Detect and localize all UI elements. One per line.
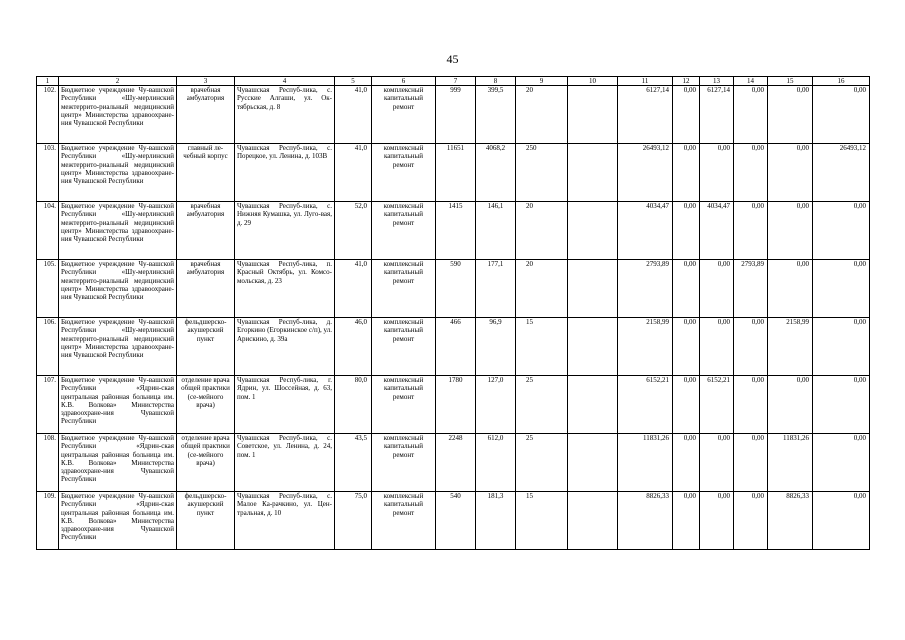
col5-cell: 41,0 [335, 260, 372, 318]
address-cell: Чувашская Респуб-лика, с. Малое Ка-рачкино, ул. Цен-тральная, д. 10 [235, 492, 335, 550]
col16-cell: 0,00 [813, 202, 870, 260]
col5-cell: 75,0 [335, 492, 372, 550]
col14-cell: 0,00 [734, 144, 768, 202]
page-number: 45 [446, 52, 459, 66]
col8-cell: 399,5 [476, 86, 516, 144]
col7-cell: 466 [436, 318, 476, 376]
col-header: 12 [673, 77, 700, 86]
col13-cell: 0,00 [700, 260, 734, 318]
col-header: 7 [436, 77, 476, 86]
col5-cell: 46,0 [335, 318, 372, 376]
table-row [37, 144, 870, 202]
facility-type-cell: врачебная амбулатория [177, 260, 235, 318]
col9-cell: 250 [516, 144, 568, 202]
col10-cell [568, 318, 618, 376]
col-header: 15 [768, 77, 813, 86]
col8-cell: 96,9 [476, 318, 516, 376]
work-type-cell: комплексный капитальный ремонт [372, 144, 436, 202]
col12-cell: 0,00 [673, 376, 700, 434]
col13-cell: 0,00 [700, 318, 734, 376]
row-number: 107. [37, 376, 59, 434]
col10-cell [568, 144, 618, 202]
col12-cell: 0,00 [673, 318, 700, 376]
col-header: 2 [59, 77, 177, 86]
column-number-row [37, 77, 870, 86]
col12-cell: 0,00 [673, 260, 700, 318]
col11-cell: 26493,12 [618, 144, 673, 202]
col12-cell: 0,00 [673, 492, 700, 550]
row-number: 105. [37, 260, 59, 318]
col7-cell: 1780 [436, 376, 476, 434]
col14-cell: 0,00 [734, 86, 768, 144]
address-cell: Чувашская Респуб-лика, п. Красный Октябрь, ул. Комсо-мольская, д. 23 [235, 260, 335, 318]
col13-cell: 6152,21 [700, 376, 734, 434]
col12-cell: 0,00 [673, 144, 700, 202]
col9-cell: 15 [516, 318, 568, 376]
col8-cell: 4068,2 [476, 144, 516, 202]
col-header: 11 [618, 77, 673, 86]
organization-cell: Бюджетное учреждение Чу-вашской Республики «Шу-мерлинский межтеррито-риальный медицинский центр» Министерства здравоохране-ния Чувашской Республики [59, 260, 177, 318]
col11-cell: 11831,26 [618, 434, 673, 492]
col12-cell: 0,00 [673, 202, 700, 260]
col13-cell: 6127,14 [700, 86, 734, 144]
col16-cell: 0,00 [813, 86, 870, 144]
col7-cell: 1415 [436, 202, 476, 260]
work-type-cell: комплексный капитальный ремонт [372, 318, 436, 376]
col16-cell: 0,00 [813, 318, 870, 376]
col11-cell: 4034,47 [618, 202, 673, 260]
facility-type-cell: главный ле-чебный корпус [177, 144, 235, 202]
col5-cell: 41,0 [335, 144, 372, 202]
address-cell: Чувашская Респуб-лика, д. Егоркино (Егоркинское с/п), ул. Арискино, д. 39а [235, 318, 335, 376]
table-row [37, 434, 870, 492]
facility-type-cell: врачебная амбулатория [177, 202, 235, 260]
work-type-cell: комплексный капитальный ремонт [372, 492, 436, 550]
col10-cell [568, 202, 618, 260]
col16-cell: 26493,12 [813, 144, 870, 202]
col7-cell: 540 [436, 492, 476, 550]
organization-cell: Бюджетное учреждение Чу-вашской Республики «Ядрин-ская центральная районная больница им. К.В. Волкова» Министерства здравоохране-ния Чувашской Республики [59, 434, 177, 492]
col15-cell: 11831,26 [768, 434, 813, 492]
table-row [37, 86, 870, 144]
col13-cell: 0,00 [700, 144, 734, 202]
address-cell: Чувашская Респуб-лика, с. Порецкое, ул. Ленина, д. 103В [235, 144, 335, 202]
col8-cell: 181,3 [476, 492, 516, 550]
col-header: 5 [335, 77, 372, 86]
organization-cell: Бюджетное учреждение Чу-вашской Республики «Шу-мерлинский межтеррито-риальный медицинский центр» Министерства здравоохране-ния Чувашской Республики [59, 318, 177, 376]
col-header: 8 [476, 77, 516, 86]
col8-cell: 127,0 [476, 376, 516, 434]
address-cell: Чувашская Респуб-лика, с. Нижняя Кумашка, ул. Луго-вая, д. 29 [235, 202, 335, 260]
col16-cell: 0,00 [813, 260, 870, 318]
table-row [37, 376, 870, 434]
row-number: 102. [37, 86, 59, 144]
col9-cell: 20 [516, 86, 568, 144]
col9-cell: 15 [516, 492, 568, 550]
row-number: 106. [37, 318, 59, 376]
col15-cell: 0,00 [768, 144, 813, 202]
row-number: 108. [37, 434, 59, 492]
table-row [37, 492, 870, 550]
work-type-cell: комплексный капитальный ремонт [372, 434, 436, 492]
col10-cell [568, 260, 618, 318]
col-header: 9 [516, 77, 568, 86]
row-number: 103. [37, 144, 59, 202]
col5-cell: 52,0 [335, 202, 372, 260]
address-cell: Чувашская Респуб-лика, с. Советское, ул. Ленина, д. 24, пом. 1 [235, 434, 335, 492]
col-header: 6 [372, 77, 436, 86]
facilities-table [36, 76, 870, 550]
col10-cell [568, 434, 618, 492]
col5-cell: 41,0 [335, 86, 372, 144]
col15-cell: 0,00 [768, 376, 813, 434]
col-header: 14 [734, 77, 768, 86]
organization-cell: Бюджетное учреждение Чу-вашской Республики «Шу-мерлинский межтеррито-риальный медицинский центр» Министерства здравоохране-ния Чувашской Республики [59, 144, 177, 202]
col13-cell: 4034,47 [700, 202, 734, 260]
col7-cell: 11651 [436, 144, 476, 202]
address-cell: Чувашская Респуб-лика, г. Ядрин, ул. Шоссейная, д. 63, пом. 1 [235, 376, 335, 434]
work-type-cell: комплексный капитальный ремонт [372, 202, 436, 260]
row-number: 104. [37, 202, 59, 260]
col8-cell: 146,1 [476, 202, 516, 260]
col9-cell: 20 [516, 202, 568, 260]
col13-cell: 0,00 [700, 434, 734, 492]
col9-cell: 25 [516, 434, 568, 492]
col11-cell: 6127,14 [618, 86, 673, 144]
col7-cell: 590 [436, 260, 476, 318]
col10-cell [568, 376, 618, 434]
work-type-cell: комплексный капитальный ремонт [372, 260, 436, 318]
col16-cell: 0,00 [813, 376, 870, 434]
col11-cell: 8826,33 [618, 492, 673, 550]
col10-cell [568, 86, 618, 144]
col-header: 16 [813, 77, 870, 86]
address-cell: Чувашская Респуб-лика, с. Русские Алгаши, ул. Ок-тябрьская, д. 8 [235, 86, 335, 144]
row-number: 109. [37, 492, 59, 550]
col15-cell: 2158,99 [768, 318, 813, 376]
table-row [37, 260, 870, 318]
col10-cell [568, 492, 618, 550]
col15-cell: 0,00 [768, 86, 813, 144]
col16-cell: 0,00 [813, 492, 870, 550]
organization-cell: Бюджетное учреждение Чу-вашской Республики «Ядрин-ская центральная районная больница им. К.В. Волкова» Министерства здравоохране-ния Чувашской Республики [59, 492, 177, 550]
col7-cell: 2248 [436, 434, 476, 492]
col14-cell: 0,00 [734, 318, 768, 376]
col13-cell: 0,00 [700, 492, 734, 550]
col-header: 3 [177, 77, 235, 86]
facility-type-cell: отделение врача общей практики (се-мейного врача) [177, 376, 235, 434]
col12-cell: 0,00 [673, 434, 700, 492]
col16-cell: 0,00 [813, 434, 870, 492]
facility-type-cell: врачебная амбулатория [177, 86, 235, 144]
table-row [37, 318, 870, 376]
organization-cell: Бюджетное учреждение Чу-вашской Республики «Ядрин-ская центральная районная больница им. К.В. Волкова» Министерства здравоохране-ния Чувашской Республики [59, 376, 177, 434]
work-type-cell: комплексный капитальный ремонт [372, 376, 436, 434]
col9-cell: 25 [516, 376, 568, 434]
facility-type-cell: отделение врача общей практики (се-мейного врача) [177, 434, 235, 492]
col12-cell: 0,00 [673, 86, 700, 144]
col15-cell: 0,00 [768, 202, 813, 260]
col11-cell: 6152,21 [618, 376, 673, 434]
col15-cell: 8826,33 [768, 492, 813, 550]
col9-cell: 20 [516, 260, 568, 318]
col8-cell: 612,0 [476, 434, 516, 492]
col14-cell: 0,00 [734, 202, 768, 260]
col-header: 13 [700, 77, 734, 86]
col15-cell: 0,00 [768, 260, 813, 318]
col7-cell: 999 [436, 86, 476, 144]
col14-cell: 0,00 [734, 434, 768, 492]
col5-cell: 80,0 [335, 376, 372, 434]
col-header: 4 [235, 77, 335, 86]
col11-cell: 2793,89 [618, 260, 673, 318]
facility-type-cell: фельдшерско-акушерский пункт [177, 492, 235, 550]
col14-cell: 0,00 [734, 376, 768, 434]
col8-cell: 177,1 [476, 260, 516, 318]
col5-cell: 43,5 [335, 434, 372, 492]
col11-cell: 2158,99 [618, 318, 673, 376]
facility-type-cell: фельдшерско-акушерский пункт [177, 318, 235, 376]
organization-cell: Бюджетное учреждение Чу-вашской Республики «Шу-мерлинский межтеррито-риальный медицинский центр» Министерства здравоохране-ния Чувашской Республики [59, 202, 177, 260]
work-type-cell: комплексный капитальный ремонт [372, 86, 436, 144]
table-row [37, 202, 870, 260]
organization-cell: Бюджетное учреждение Чу-вашской Республики «Шу-мерлинский межтеррито-риальный медицинский центр» Министерства здравоохране-ния Чувашской Республики [59, 86, 177, 144]
col14-cell: 2793,89 [734, 260, 768, 318]
col-header: 1 [37, 77, 59, 86]
col14-cell: 0,00 [734, 492, 768, 550]
col-header: 10 [568, 77, 618, 86]
